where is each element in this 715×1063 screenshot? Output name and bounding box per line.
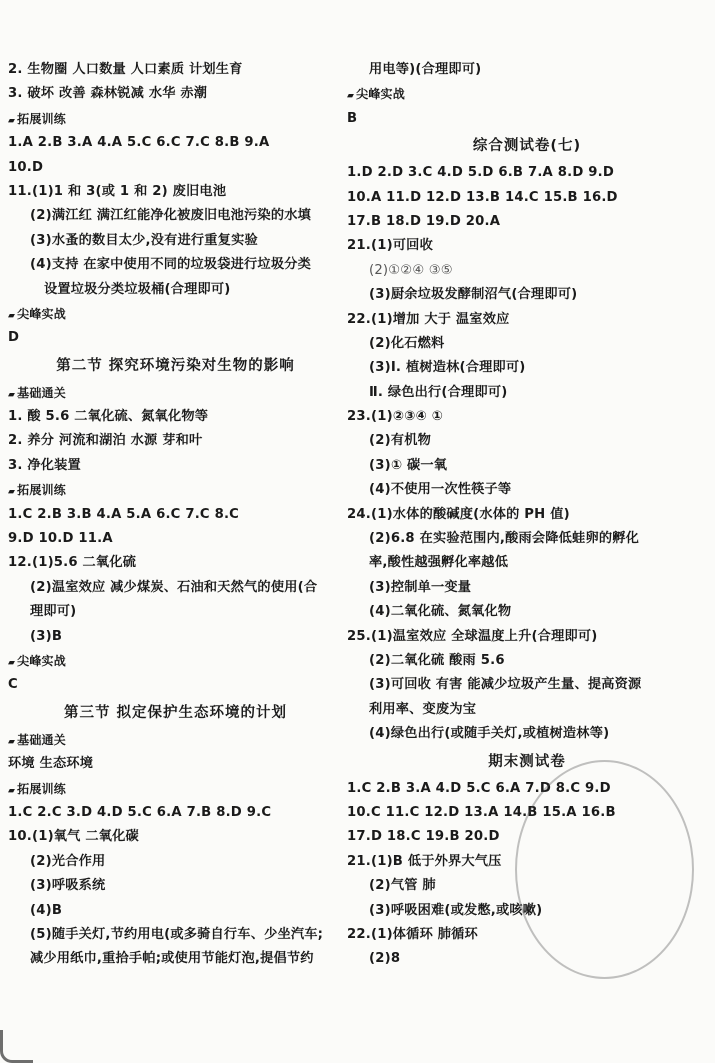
answer-line: 10.D xyxy=(8,159,44,175)
marker-icon: ▰ xyxy=(8,785,16,796)
answer-line: 17.D 18.C 19.B 20.D xyxy=(347,829,500,845)
exercise-marker xyxy=(8,478,343,502)
answer-line: 环境 生态环境 xyxy=(8,756,94,772)
marker-icon: ▰ xyxy=(347,91,355,102)
marker-label: 拓展训练 xyxy=(17,483,66,498)
answer-line: 1.C 2.B 3.B 4.A 5.A 6.C 7.C 8.C xyxy=(8,506,240,522)
answer-line: (3)水蚤的数目太少,没有进行重复实验 xyxy=(30,232,258,248)
exercise-marker xyxy=(347,82,707,106)
marker-label: 尖峰实战 xyxy=(17,306,66,321)
answer-line: 9.D 10.D 11.A xyxy=(8,531,113,547)
answer-line: (4)二氧化硫、氮氧化物 xyxy=(369,604,512,620)
answer-line: (2)①②④ ③⑤ xyxy=(369,262,453,278)
answer-line: (2)化石燃料 xyxy=(369,335,445,351)
answer-line: 减少用纸巾,重拾手帕;或使用节能灯泡,提倡节约 xyxy=(30,951,314,967)
answer-line: 设置垃圾分类垃圾桶(合理即可) xyxy=(44,281,231,297)
answer-line: C xyxy=(8,677,18,693)
marker-label: 基础通关 xyxy=(17,385,66,400)
marker-icon: ▰ xyxy=(8,736,16,747)
answer-line: 22.(1)增加 大于 温室效应 xyxy=(347,311,510,327)
answer-line: (3)① 碳一氧 xyxy=(369,457,448,473)
answer-line: (3)B xyxy=(30,628,63,644)
answer-line: (3)呼吸系统 xyxy=(30,878,106,894)
marker-label: 尖峰实战 xyxy=(17,653,66,668)
marker-icon: ▰ xyxy=(8,310,16,321)
answer-line: 1.A 2.B 3.A 4.A 5.C 6.C 7.C 8.B 9.A xyxy=(8,135,270,151)
answer-line: 10.(1)氧气 二氧化碳 xyxy=(8,829,139,845)
answer-line: 17.B 18.D 19.D 20.A xyxy=(347,213,501,229)
answer-line: (2)二氧化硫 酸雨 5.6 xyxy=(369,652,505,668)
answer-line: 3. 破坏 改善 森林锐减 水华 赤潮 xyxy=(8,86,208,102)
corner-mark xyxy=(0,1030,33,1063)
answer-line: (3)控制单一变量 xyxy=(369,579,472,595)
answer-line: 21.(1)可回收 xyxy=(347,238,433,254)
marker-icon: ▰ xyxy=(8,487,16,498)
answer-line: D xyxy=(8,330,20,346)
marker-icon: ▰ xyxy=(8,657,16,668)
answer-line: 2. 生物圈 人口数量 人口素质 计划生育 xyxy=(8,62,243,77)
exercise-marker xyxy=(8,381,343,405)
answer-line: (2)满江红 满江红能净化被废旧电池污染的水填 xyxy=(30,208,311,224)
answer-line: (4)支持 在家中使用不同的垃圾袋进行垃圾分类 xyxy=(30,257,311,273)
marker-icon: ▰ xyxy=(8,115,16,126)
marker-label: 拓展训练 xyxy=(17,781,66,796)
exercise-marker xyxy=(8,777,343,801)
answer-line: (4)不使用一次性筷子等 xyxy=(369,482,512,498)
answer-line: (2)气管 肺 xyxy=(369,878,436,894)
marker-label: 拓展训练 xyxy=(17,111,66,126)
exercise-marker xyxy=(8,107,343,131)
answer-line: Ⅱ. 绿色出行(合理即可) xyxy=(369,384,508,400)
answer-line: (3)可回收 有害 能减少垃圾产生量、提高资源 xyxy=(369,677,642,693)
answer-line: 利用率、变废为宝 xyxy=(369,701,477,717)
answer-line: (4)B xyxy=(30,902,63,918)
answer-line: 10.C 11.C 12.D 13.A 14.B 15.A 16.B xyxy=(347,804,616,820)
answer-line: 24.(1)水体的酸碱度(水体的 PH 值) xyxy=(347,506,570,522)
marker-icon: ▰ xyxy=(8,389,16,400)
answer-line: 22.(1)体循环 肺循环 xyxy=(347,926,478,942)
answer-line: (3)厨余垃圾发酵制沼气(合理即可) xyxy=(369,287,578,303)
answer-line: 21.(1)B 低于外界大气压 xyxy=(347,853,502,869)
answer-line: (3)Ⅰ. 植树造林(合理即可) xyxy=(369,360,526,376)
marker-label: 基础通关 xyxy=(17,732,66,747)
answer-line: 率,酸性越强孵化率越低 xyxy=(369,555,509,571)
answer-line: (2)有机物 xyxy=(369,433,431,449)
answer-line: 用电等)(合理即可) xyxy=(369,62,482,77)
answer-line: (4)绿色出行(或随手关灯,或植树造林等) xyxy=(369,726,610,742)
answer-line: (2)光合作用 xyxy=(30,853,106,869)
section-heading: 综合测试卷(七) xyxy=(472,138,582,155)
answer-line: 10.A 11.D 12.D 13.B 14.C 15.B 16.D xyxy=(347,189,618,205)
answer-line: 23.(1)②③④ ① xyxy=(347,409,444,425)
exercise-marker xyxy=(8,302,343,326)
exercise-marker xyxy=(8,728,343,752)
answer-line: 1.C 2.C 3.D 4.D 5.C 6.A 7.B 8.D 9.C xyxy=(8,804,272,820)
answer-line: 1.D 2.D 3.C 4.D 5.D 6.B 7.A 8.D 9.D xyxy=(347,165,615,181)
answer-line: 1.C 2.B 3.A 4.D 5.C 6.A 7.D 8.C 9.D xyxy=(347,780,611,796)
answer-line: 12.(1)5.6 二氧化硫 xyxy=(8,555,137,571)
answer-line: (5)随手关灯,节约用电(或多骑自行车、少坐汽车; xyxy=(30,926,324,942)
right-column xyxy=(347,58,707,972)
answer-line: 2. 养分 河流和湖泊 水源 芽和叶 xyxy=(8,433,203,449)
answer-line: 25.(1)温室效应 全球温度上升(合理即可) xyxy=(347,628,598,644)
exercise-marker xyxy=(8,649,343,673)
left-column xyxy=(8,58,343,972)
answer-line: 3. 净化装置 xyxy=(8,457,81,473)
section-heading: 第三节 拟定保护生态环境的计划 xyxy=(63,704,288,721)
answer-line: (2)8 xyxy=(369,951,401,967)
answer-line: 1. 酸 5.6 二氧化硫、氮氧化物等 xyxy=(8,409,209,425)
section-heading: 期末测试卷 xyxy=(488,753,566,770)
marker-label: 尖峰实战 xyxy=(356,87,405,102)
section-heading: 第二节 探究环境污染对生物的影响 xyxy=(56,357,295,374)
answer-line: (2)温室效应 减少煤炭、石油和天然气的使用(合 xyxy=(30,579,318,595)
answer-line: (3)呼吸困难(或发憋,或咳嗽) xyxy=(369,902,543,918)
answer-line: B xyxy=(347,110,358,126)
answer-line: 理即可) xyxy=(30,604,77,620)
answer-line: 11.(1)1 和 3(或 1 和 2) 废旧电池 xyxy=(8,183,227,199)
answer-line: (2)6.8 在实验范围内,酸雨会降低蛙卵的孵化 xyxy=(369,531,639,547)
